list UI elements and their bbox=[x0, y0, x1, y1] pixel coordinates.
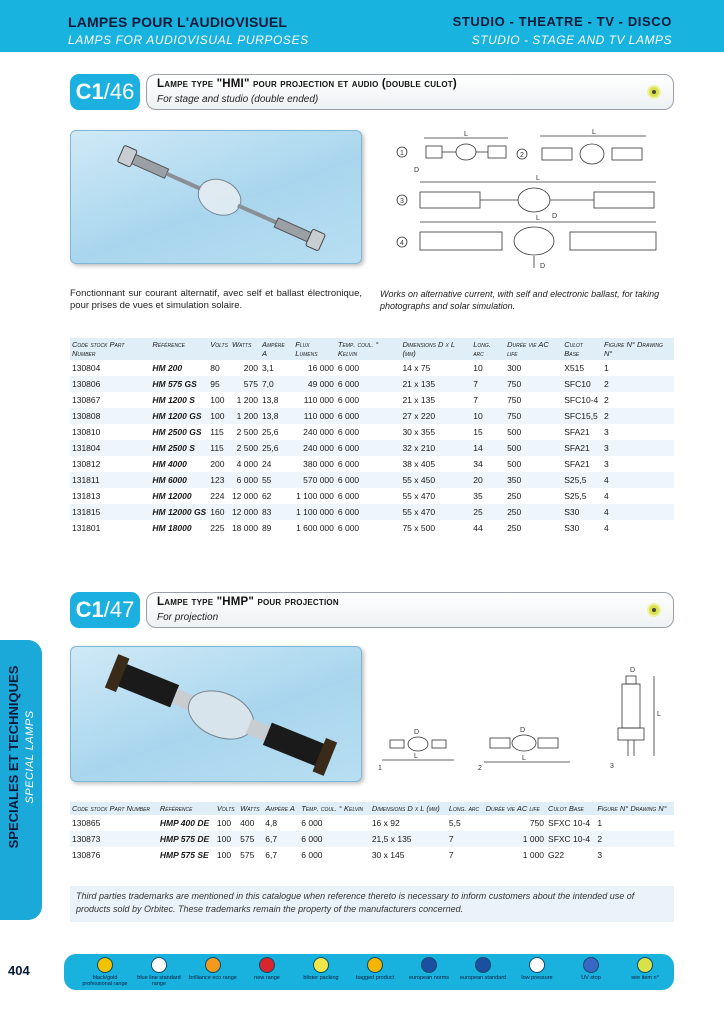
table-cell: 131801 bbox=[72, 523, 101, 533]
table-cell: 6,7 bbox=[263, 831, 299, 847]
footer-legend-item bbox=[564, 957, 618, 981]
table-row bbox=[70, 360, 674, 376]
range-badge-icon bbox=[647, 603, 661, 617]
footer-legend-label: european standard bbox=[459, 975, 507, 981]
footer-legend-label: blister packing bbox=[303, 975, 339, 981]
table-cell: 6 000 bbox=[230, 472, 260, 488]
hmi-lamp-photo bbox=[70, 130, 362, 264]
table-cell: 4 000 bbox=[236, 459, 258, 469]
column-header: Culot Base bbox=[562, 338, 602, 360]
table-cell: 130812 bbox=[72, 459, 101, 469]
table-cell: SFA21 bbox=[564, 427, 590, 437]
dim-label-l: L bbox=[657, 711, 661, 718]
table-row bbox=[70, 440, 674, 456]
table-cell: 10 bbox=[473, 363, 483, 373]
table-cell: 55 x 450 bbox=[400, 472, 471, 488]
table-row bbox=[70, 847, 674, 863]
table-cell: 6 000 bbox=[336, 472, 401, 488]
footer-legend-item bbox=[78, 957, 132, 987]
dim-label-d: D bbox=[414, 729, 420, 736]
dim-label-d: D bbox=[414, 167, 420, 174]
table-cell: 4 bbox=[604, 491, 609, 501]
dim-label-l: L bbox=[536, 215, 540, 222]
column-header: Temp. coul. ° Kelvin bbox=[299, 802, 370, 815]
footer-legend-item bbox=[294, 957, 348, 981]
black-gold-icon bbox=[97, 957, 113, 973]
table-cell: 2 bbox=[602, 408, 674, 424]
table-cell: 3 bbox=[597, 850, 603, 860]
table-cell: 750 bbox=[505, 408, 562, 424]
table-cell: 500 bbox=[507, 427, 522, 437]
column-header: Watts bbox=[238, 802, 263, 815]
table-cell: 2 500 bbox=[236, 427, 258, 437]
hmi-lamp-table bbox=[70, 338, 674, 536]
hmi-lamp-drawings bbox=[384, 126, 674, 276]
range-badge-icon bbox=[647, 85, 661, 99]
table-cell: 7 bbox=[447, 831, 484, 847]
table-cell: 1 bbox=[597, 818, 603, 828]
footer-legend-label: see item n° bbox=[631, 975, 659, 981]
table-row bbox=[70, 831, 674, 847]
dim-label-d: D bbox=[540, 263, 546, 270]
table-cell: 160 bbox=[208, 504, 230, 520]
footer-legend-item bbox=[456, 957, 510, 981]
brilliance-icon bbox=[205, 957, 221, 973]
sea-icon bbox=[637, 957, 653, 973]
table-cell: 750 bbox=[507, 395, 522, 405]
table-cell: HM 575 GS bbox=[150, 376, 208, 392]
section-title-en: For projection bbox=[157, 612, 219, 623]
section-title-fr: Lampe type "HMP" pour projection bbox=[157, 596, 339, 608]
table-cell: 55 bbox=[260, 472, 293, 488]
table-cell: 13,8 bbox=[260, 408, 293, 424]
table-cell: 16 x 92 bbox=[371, 818, 400, 828]
table-cell: 6 000 bbox=[336, 440, 401, 456]
table-cell: 130876 bbox=[72, 850, 101, 860]
page-number: 404 bbox=[8, 963, 30, 978]
column-header: Dimensions D x L (mm) bbox=[370, 802, 447, 815]
table-cell: HM 1200 S bbox=[152, 395, 195, 405]
column-header: Code stock Part Number bbox=[70, 802, 158, 815]
hmp-lamp-image bbox=[71, 647, 363, 783]
table-cell: 500 bbox=[505, 440, 562, 456]
table-cell: HMP 575 DE bbox=[158, 831, 215, 847]
table-cell: 200 bbox=[243, 363, 258, 373]
table-cell: 62 bbox=[261, 491, 272, 501]
column-header: Référence bbox=[150, 338, 208, 360]
table-cell: 10 bbox=[471, 408, 505, 424]
hmp-lamp-table bbox=[70, 802, 674, 863]
header-title-fr: LAMPES POUR L'AUDIOVISUEL bbox=[68, 14, 288, 30]
table-cell: 110 000 bbox=[303, 395, 334, 405]
table-cell: 20 bbox=[471, 472, 505, 488]
footer-legend-item bbox=[402, 957, 456, 981]
table-cell: 1 600 000 bbox=[296, 523, 334, 533]
dim-label-d: D bbox=[552, 213, 558, 220]
table-cell: 250 bbox=[507, 523, 522, 533]
table-cell: 32 x 210 bbox=[400, 440, 471, 456]
table-cell: 12 000 bbox=[230, 504, 260, 520]
column-header: Volts bbox=[208, 338, 230, 360]
dim-label-l: L bbox=[414, 753, 418, 760]
section-title-en: For stage and studio (double ended) bbox=[157, 94, 319, 105]
table-cell: 25 bbox=[471, 504, 505, 520]
table-cell: 18 000 bbox=[231, 523, 258, 533]
page-header bbox=[0, 0, 724, 52]
table-row bbox=[70, 408, 674, 424]
column-header: Référence bbox=[158, 802, 215, 815]
table-cell: 2 bbox=[604, 395, 609, 405]
table-cell: 130804 bbox=[72, 363, 101, 373]
table-cell: 6 000 bbox=[337, 395, 360, 405]
table-row bbox=[70, 504, 674, 520]
table-row bbox=[70, 472, 674, 488]
table-cell: 350 bbox=[505, 472, 562, 488]
table-cell: 80 bbox=[210, 363, 220, 373]
header-category-en: STUDIO - STAGE AND TV LAMPS bbox=[471, 33, 672, 47]
table-cell: HM 12000 bbox=[152, 491, 192, 501]
table-cell: 89 bbox=[261, 523, 272, 533]
dim-label-l: L bbox=[464, 131, 468, 138]
column-header: Durée vie AC life bbox=[505, 338, 562, 360]
table-cell: 300 bbox=[507, 363, 522, 373]
table-cell: 34 bbox=[473, 459, 483, 469]
table-cell: SFC15,5 bbox=[562, 408, 602, 424]
table-cell: S30 bbox=[562, 504, 602, 520]
trademark-note: Third parties trademarks are mentioned in this catalogue when reference thereto is necessary to inform customers about the intended use of products sold by Orbitec. These trademarks remain the property of the manufacturers concerned. bbox=[70, 886, 674, 922]
table-cell: 1 000 bbox=[522, 850, 545, 860]
table-cell: 4 bbox=[602, 472, 674, 488]
table-cell: 100 bbox=[216, 850, 232, 860]
footer-legend-label: bagged product bbox=[355, 975, 395, 981]
table-row bbox=[70, 456, 674, 472]
dim-label-d: D bbox=[630, 667, 636, 674]
table-cell: 15 bbox=[473, 427, 483, 437]
table-cell: 14 x 75 bbox=[402, 363, 431, 373]
column-header: Figure N° Drawing N° bbox=[602, 338, 674, 360]
table-cell: 570 000 bbox=[293, 472, 336, 488]
table-cell: 7 bbox=[471, 376, 505, 392]
column-header: Durée vie AC life bbox=[484, 802, 546, 815]
table-cell: 16 000 bbox=[307, 363, 334, 373]
column-header: Ampère A bbox=[260, 338, 293, 360]
footer-legend-label: UV stop bbox=[581, 975, 601, 981]
header-category-fr: STUDIO - THEATRE - TV - DISCO bbox=[452, 14, 672, 29]
hmp-lamp-photo bbox=[70, 646, 362, 782]
column-header: Long. arc bbox=[447, 802, 484, 815]
table-cell: 131815 bbox=[70, 504, 150, 520]
table-cell: SFC10-4 bbox=[564, 395, 599, 405]
fig-label-1: 1 bbox=[378, 765, 382, 772]
footer-legend-label: new range bbox=[254, 975, 280, 981]
column-header: Culot Base bbox=[546, 802, 595, 815]
pressure-icon bbox=[529, 957, 545, 973]
table-cell: 12 000 bbox=[231, 491, 258, 501]
column-header: Long. arc bbox=[471, 338, 505, 360]
table-cell: 115 bbox=[208, 440, 230, 456]
table-cell: 95 bbox=[208, 376, 230, 392]
section-code: C1/47 bbox=[70, 592, 140, 628]
table-cell: 75 x 500 bbox=[402, 523, 436, 533]
table-cell: 1 200 bbox=[230, 408, 260, 424]
europe-standard-icon bbox=[475, 957, 491, 973]
table-cell: 6 000 bbox=[301, 850, 323, 860]
europe-norm-icon bbox=[421, 957, 437, 973]
table-cell: 21 x 135 bbox=[400, 376, 471, 392]
table-cell: 49 000 bbox=[293, 376, 336, 392]
hmp-lamp-drawings bbox=[374, 660, 674, 774]
section-title-bar bbox=[146, 74, 674, 110]
table-cell: 750 bbox=[529, 818, 545, 828]
table-cell: 4 bbox=[602, 504, 674, 520]
table-cell: 1 100 000 bbox=[293, 504, 336, 520]
table-cell: 250 bbox=[507, 491, 522, 501]
table-cell: G22 bbox=[548, 850, 565, 860]
table-row bbox=[70, 488, 674, 504]
dim-label-l: L bbox=[536, 175, 540, 182]
table-cell: SFXC 10-4 bbox=[546, 831, 595, 847]
table-row bbox=[70, 520, 674, 536]
table-cell: 3 bbox=[604, 427, 609, 437]
column-header: Temp. coul. ° Kelvin bbox=[336, 338, 401, 360]
table-cell: 21,5 x 135 bbox=[370, 831, 447, 847]
table-cell: 38 x 405 bbox=[402, 459, 436, 469]
table-cell: 130808 bbox=[70, 408, 150, 424]
table-row bbox=[70, 376, 674, 392]
table-cell: 6 000 bbox=[336, 504, 401, 520]
table-cell: 100 bbox=[208, 408, 230, 424]
hmi-lamp-image bbox=[71, 131, 363, 265]
table-cell: 27 x 220 bbox=[400, 408, 471, 424]
table-cell: HM 2500 S bbox=[150, 440, 208, 456]
side-tab-en: SPECIAL LAMPS bbox=[24, 710, 36, 804]
table-header-row bbox=[70, 338, 674, 360]
table-row bbox=[70, 815, 674, 831]
table-cell: 83 bbox=[260, 504, 293, 520]
column-header: Watts bbox=[230, 338, 260, 360]
column-header: Volts bbox=[215, 802, 238, 815]
table-cell: 130806 bbox=[70, 376, 150, 392]
table-cell: 2 bbox=[602, 376, 674, 392]
table-cell: HM 12000 GS bbox=[150, 504, 208, 520]
table-cell: 131804 bbox=[70, 440, 150, 456]
footer-legend-item bbox=[618, 957, 672, 981]
table-cell: 130810 bbox=[72, 427, 101, 437]
table-cell: 6 000 bbox=[336, 408, 401, 424]
table-cell: 250 bbox=[505, 504, 562, 520]
description-en: Works on alternative current, with self and electronic ballast, for taking photographs and solar simulation. bbox=[380, 289, 660, 311]
table-cell: HM 2500 GS bbox=[152, 427, 202, 437]
table-cell: SFXC 10-4 bbox=[548, 818, 591, 828]
footer-legend-bar bbox=[64, 954, 674, 990]
dim-label-l: L bbox=[522, 755, 526, 762]
table-header-row bbox=[70, 802, 674, 815]
footer-legend-item bbox=[510, 957, 564, 981]
table-cell: 1 100 000 bbox=[296, 491, 334, 501]
packing-icon bbox=[313, 957, 329, 973]
table-cell: 2 bbox=[595, 831, 674, 847]
table-cell: 6 000 bbox=[336, 376, 401, 392]
table-cell: 7 bbox=[448, 850, 454, 860]
table-cell: 750 bbox=[505, 376, 562, 392]
section-c1-47-header bbox=[70, 592, 674, 628]
table-cell: 3 bbox=[602, 440, 674, 456]
table-cell: HM 1200 GS bbox=[150, 408, 208, 424]
table-cell: 1 000 bbox=[484, 831, 546, 847]
uv-stop-icon bbox=[583, 957, 599, 973]
header-title-en: LAMPS FOR AUDIOVISUAL PURPOSES bbox=[68, 33, 309, 47]
table-cell: 6 000 bbox=[337, 491, 360, 501]
table-cell: 130867 bbox=[72, 395, 101, 405]
footer-legend-label: low pressure bbox=[521, 975, 553, 981]
table-cell: 400 bbox=[240, 818, 255, 828]
table-cell: 200 bbox=[210, 459, 225, 469]
table-cell: 3,1 bbox=[261, 363, 274, 373]
table-cell: 1 bbox=[604, 363, 609, 373]
table-cell: HM 200 bbox=[152, 363, 183, 373]
table-cell: HM 6000 bbox=[150, 472, 208, 488]
table-cell: 55 x 470 bbox=[400, 504, 471, 520]
dim-label-l: L bbox=[592, 129, 596, 136]
table-cell: HMP 400 DE bbox=[159, 818, 210, 828]
table-cell: 30 x 355 bbox=[402, 427, 436, 437]
table-cell: 7,0 bbox=[260, 376, 293, 392]
section-code: C1/46 bbox=[70, 74, 140, 110]
table-cell: 225 bbox=[210, 523, 225, 533]
table-cell: 44 bbox=[473, 523, 483, 533]
footer-legend-label: black/gold professional range bbox=[82, 975, 128, 987]
blue-line-icon bbox=[151, 957, 167, 973]
table-cell: 6 000 bbox=[337, 523, 360, 533]
column-header: Flux Lumens bbox=[293, 338, 336, 360]
table-cell: 6 000 bbox=[299, 831, 370, 847]
table-cell: 575 bbox=[240, 850, 255, 860]
footer-legend-label: brilliance eco range bbox=[189, 975, 237, 981]
fig-label-2: 2 bbox=[520, 152, 524, 159]
section-c1-46-header bbox=[70, 74, 674, 110]
table-cell: 1 200 bbox=[236, 395, 258, 405]
table-cell: 13,8 bbox=[261, 395, 279, 405]
fig-label-1: 1 bbox=[400, 150, 404, 157]
new-range-icon bbox=[259, 957, 275, 973]
table-cell: 21 x 135 bbox=[402, 395, 436, 405]
table-cell: 6 000 bbox=[337, 363, 360, 373]
table-cell: SFA21 bbox=[564, 459, 590, 469]
footer-legend-label: blue line standard range bbox=[137, 975, 181, 987]
table-cell: 5,5 bbox=[448, 818, 461, 828]
footer-legend-item bbox=[132, 957, 186, 987]
table-cell: 7 bbox=[473, 395, 478, 405]
table-cell: 240 000 bbox=[293, 440, 336, 456]
table-cell: 30 x 145 bbox=[371, 850, 405, 860]
table-cell: 100 bbox=[210, 395, 225, 405]
table-cell: 240 000 bbox=[303, 427, 334, 437]
table-cell: 110 000 bbox=[293, 408, 336, 424]
column-header: Figure N° Drawing N° bbox=[595, 802, 674, 815]
fig-label-3: 3 bbox=[610, 763, 614, 770]
description-fr: Fonctionnant sur courant alternatif, avec self et ballast électronique, pour prises de vues et simulation solaire. bbox=[70, 288, 362, 311]
column-header: Code stock Part Number bbox=[70, 338, 150, 360]
footer-legend-item bbox=[348, 957, 402, 981]
table-row bbox=[70, 392, 674, 408]
column-header: Dimensions D x L (mm) bbox=[400, 338, 471, 360]
table-cell: S25,5 bbox=[562, 472, 602, 488]
table-cell: X515 bbox=[564, 363, 585, 373]
table-cell: 3 bbox=[604, 459, 609, 469]
table-cell: 25,6 bbox=[261, 427, 279, 437]
table-cell: 100 bbox=[216, 818, 232, 828]
footer-legend-item bbox=[240, 957, 294, 981]
table-cell: 6 000 bbox=[301, 818, 323, 828]
table-cell: 35 bbox=[473, 491, 483, 501]
fig-label-4: 4 bbox=[400, 240, 404, 247]
table-cell: 6 000 bbox=[337, 459, 360, 469]
table-cell: S25,5 bbox=[564, 491, 587, 501]
table-cell: 131813 bbox=[72, 491, 101, 501]
table-cell: 575 bbox=[230, 376, 260, 392]
table-cell: 25,6 bbox=[260, 440, 293, 456]
table-cell: HM 4000 bbox=[152, 459, 187, 469]
table-cell: 130865 bbox=[72, 818, 101, 828]
table-cell: HMP 575 SE bbox=[159, 850, 209, 860]
side-category-tab bbox=[0, 640, 42, 920]
product-icon bbox=[367, 957, 383, 973]
table-cell: 2 500 bbox=[230, 440, 260, 456]
table-cell: 131811 bbox=[70, 472, 150, 488]
table-cell: 123 bbox=[208, 472, 230, 488]
section-title-bar bbox=[146, 592, 674, 628]
table-cell: HM 18000 bbox=[152, 523, 192, 533]
table-row bbox=[70, 424, 674, 440]
table-cell: 380 000 bbox=[303, 459, 334, 469]
fig-label-2: 2 bbox=[478, 765, 482, 772]
dim-label-d: D bbox=[520, 727, 526, 734]
table-cell: 130873 bbox=[70, 831, 158, 847]
table-cell: 6,7 bbox=[265, 850, 278, 860]
table-cell: 500 bbox=[507, 459, 522, 469]
table-cell: 115 bbox=[210, 427, 224, 437]
footer-legend-item bbox=[186, 957, 240, 981]
table-cell: S30 bbox=[564, 523, 580, 533]
side-tab-fr: SPECIALES ET TECHNIQUES bbox=[6, 665, 21, 849]
fig-label-3: 3 bbox=[400, 198, 404, 205]
table-cell: 4,8 bbox=[265, 818, 278, 828]
table-cell: 224 bbox=[210, 491, 225, 501]
table-cell: 24 bbox=[261, 459, 272, 469]
table-cell: 4 bbox=[604, 523, 609, 533]
table-cell: 100 bbox=[215, 831, 238, 847]
table-cell: SFA21 bbox=[562, 440, 602, 456]
table-cell: 6 000 bbox=[337, 427, 360, 437]
column-header: Ampère A bbox=[263, 802, 299, 815]
footer-legend-label: european norms bbox=[408, 975, 450, 981]
table-cell: 55 x 470 bbox=[402, 491, 436, 501]
table-cell: 14 bbox=[471, 440, 505, 456]
table-cell: 575 bbox=[238, 831, 263, 847]
table-cell: SFC10 bbox=[562, 376, 602, 392]
section-title-fr: Lampe type "HMI" pour projection et audio (double culot) bbox=[157, 78, 457, 90]
